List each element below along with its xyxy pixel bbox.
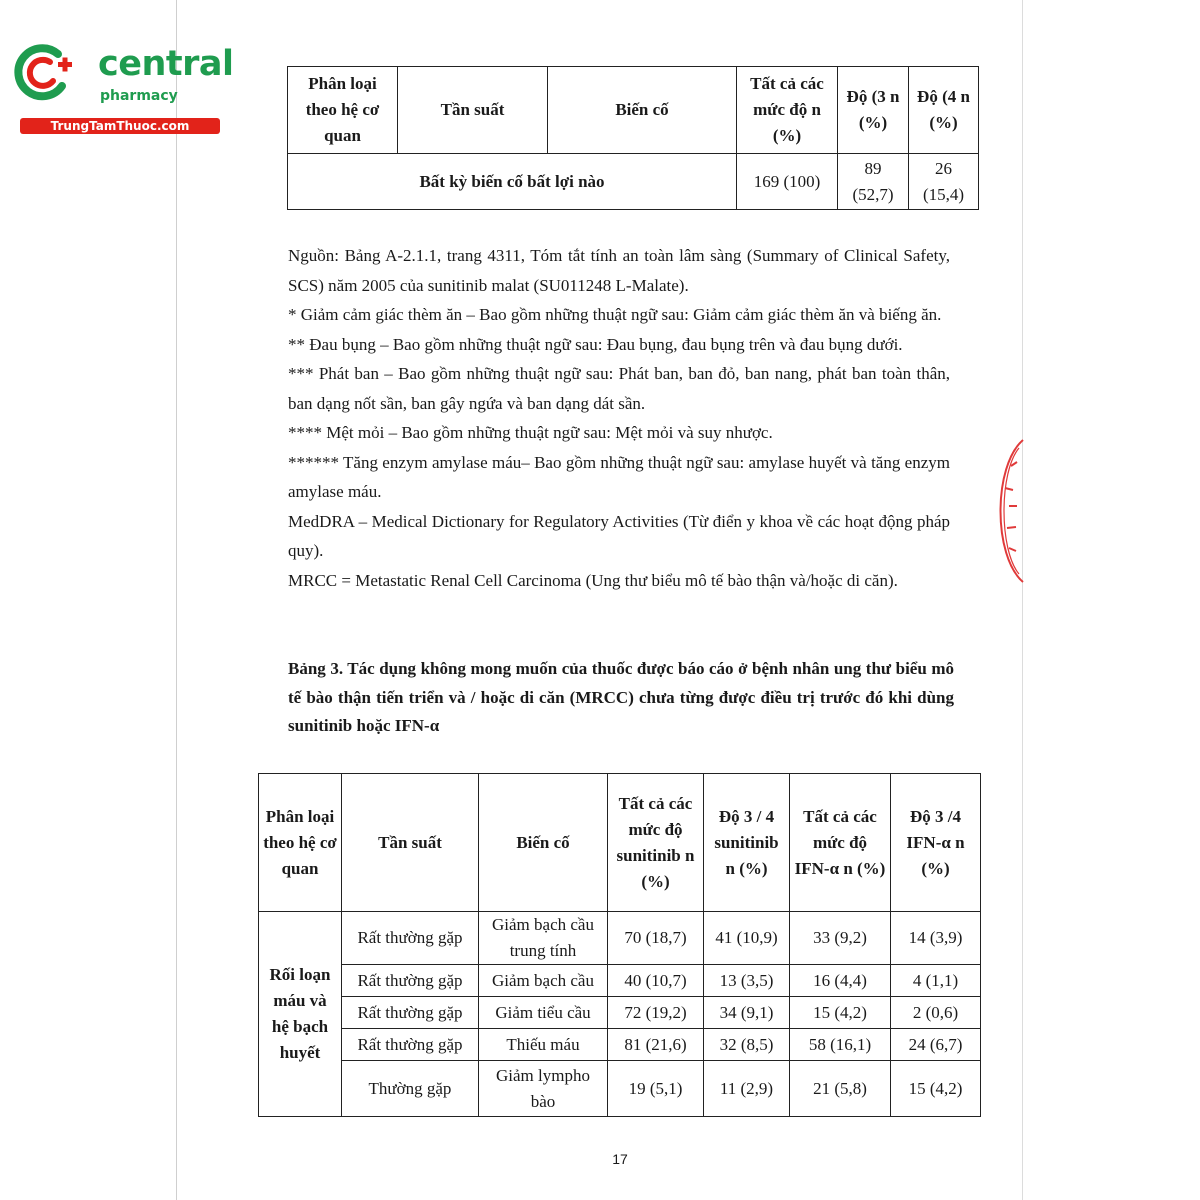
central-pharmacy-logo[interactable] (10, 38, 234, 138)
page-edge (1022, 0, 1023, 1200)
table-cell: 72 (19,2) (608, 997, 704, 1029)
table-cell: 4 (1,1) (891, 965, 981, 997)
event-cell: Giảm bạch cầu (479, 965, 608, 997)
table-cell: 33 (9,2) (790, 912, 891, 965)
table-cell: 26 (15,4) (909, 154, 979, 210)
table-row (259, 1029, 981, 1061)
table-cell: 13 (3,5) (704, 965, 790, 997)
event-cell: Thiếu máu (479, 1029, 608, 1061)
page-edge (176, 0, 177, 1200)
table-cell: 89 (52,7) (838, 154, 909, 210)
page-number: 17 (612, 1151, 628, 1167)
frequency-cell: Rất thường gặp (342, 965, 479, 997)
table-row (259, 997, 981, 1029)
adverse-events-table-3 (258, 773, 981, 1117)
frequency-cell: Rất thường gặp (342, 912, 479, 965)
table-cell: 11 (2,9) (704, 1061, 790, 1117)
table-row (288, 154, 979, 210)
table-cell: 81 (21,6) (608, 1029, 704, 1061)
header-cell: Tất cả các mức độ n (%) (737, 67, 838, 154)
footnote: **** Mệt mỏi – Bao gồm những thuật ngữ sau: Mệt mỏi và suy nhược. (288, 423, 773, 442)
logo-subtitle: pharmacy (100, 88, 178, 104)
logo-name: central (98, 44, 234, 84)
table-cell: 14 (3,9) (891, 912, 981, 965)
header-cell: Độ (4 n (%) (909, 67, 979, 154)
footnote: * Giảm cảm giác thèm ăn – Bao gồm những thuật ngữ sau: Giảm cảm giác thèm ăn và biếng ăn. (288, 305, 942, 324)
table-cell: 21 (5,8) (790, 1061, 891, 1117)
table-row (259, 912, 981, 965)
event-cell: Giảm bạch cầu trung tính (479, 912, 608, 965)
event-cell: Giảm lympho bào (479, 1061, 608, 1117)
table-cell: 58 (16,1) (790, 1029, 891, 1061)
header-cell: Biến cố (479, 774, 608, 912)
adverse-events-table-summary (287, 66, 979, 210)
table-cell: 2 (0,6) (891, 997, 981, 1029)
header-cell: Độ 3 /4 IFN-α n (%) (891, 774, 981, 912)
table-cell: 169 (100) (737, 154, 838, 210)
footnote: *** Phát ban – Bao gồm những thuật ngữ sau: Phát ban, ban đỏ, ban nang, phát ban toàn thân, ban dạng nốt sần, ban gây ngứa và ban dạng dát sần. (288, 364, 950, 413)
header-cell: Độ (3 n (%) (838, 67, 909, 154)
table-3-caption: Bảng 3. Tác dụng không mong muốn của thuốc được báo cáo ở bệnh nhân ung thư biểu mô tế bào thận tiến triển và / hoặc di căn (MRCC) chưa từng được điều trị trước đó khi dùng sunitinib hoặc IFN-α (288, 659, 954, 735)
table-cell: 15 (4,2) (891, 1061, 981, 1117)
table-header-row (288, 67, 979, 154)
footnote: MRCC = Metastatic Renal Cell Carcinoma (Ung thư biểu mô tế bào thận và/hoặc di căn). (288, 570, 898, 590)
header-cell: Tất cả các mức độ sunitinib n (%) (608, 774, 704, 912)
table-cell: 15 (4,2) (790, 997, 891, 1029)
table-cell: 24 (6,7) (891, 1029, 981, 1061)
frequency-cell: Rất thường gặp (342, 1029, 479, 1061)
footnote: ****** Tăng enzym amylase máu– Bao gồm những thuật ngữ sau: amylase huyết và tăng enzym amylase máu. (288, 452, 950, 501)
table-cell: 19 (5,1) (608, 1061, 704, 1117)
table-cell: 32 (8,5) (704, 1029, 790, 1061)
header-cell: Độ 3 / 4 sunitinib n (%) (704, 774, 790, 912)
footnote: MedDRA – Medical Dictionary for Regulatory Activities (Từ điển y khoa về các hoạt động pháp quy). (288, 511, 950, 560)
header-cell: Phân loại theo hệ cơ quan (259, 774, 342, 912)
table-cell: 34 (9,1) (704, 997, 790, 1029)
frequency-cell: Rất thường gặp (342, 997, 479, 1029)
table-cell: 16 (4,4) (790, 965, 891, 997)
header-cell: Tần suất (342, 774, 479, 912)
organ-class-cell: Rối loạn máu và hệ bạch huyết (259, 912, 342, 1117)
header-cell: Tất cả các mức độ IFN-α n (%) (790, 774, 891, 912)
header-cell: Phân loại theo hệ cơ quan (288, 67, 398, 154)
table-cell: 40 (10,7) (608, 965, 704, 997)
frequency-cell: Thường gặp (342, 1061, 479, 1117)
header-cell: Tần suất (398, 67, 548, 154)
any-adverse-event-label: Bất kỳ biến cố bất lợi nào (288, 154, 737, 210)
logo-banner: TrungTamThuoc.com (20, 118, 220, 134)
table-cell: 70 (18,7) (608, 912, 704, 965)
header-cell: Biến cố (548, 67, 737, 154)
logo-c-cross-icon (12, 40, 76, 104)
table-row (259, 1061, 981, 1117)
table-cell: 41 (10,9) (704, 912, 790, 965)
table-footnotes (288, 241, 950, 595)
stamp-fragment-icon (975, 436, 1025, 586)
footnote: ** Đau bụng – Bao gồm những thuật ngữ sau: Đau bụng, đau bụng trên và đau bụng dưới. (288, 334, 903, 354)
table-header-row (259, 774, 981, 912)
footnote: Nguồn: Bảng A-2.1.1, trang 4311, Tóm tắt tính an toàn lâm sàng (Summary of Clinical Safety, SCS) năm 2005 của sunitinib malat (SU011248 L-Malate). (288, 246, 950, 295)
event-cell: Giảm tiểu cầu (479, 997, 608, 1029)
table-row (259, 965, 981, 997)
